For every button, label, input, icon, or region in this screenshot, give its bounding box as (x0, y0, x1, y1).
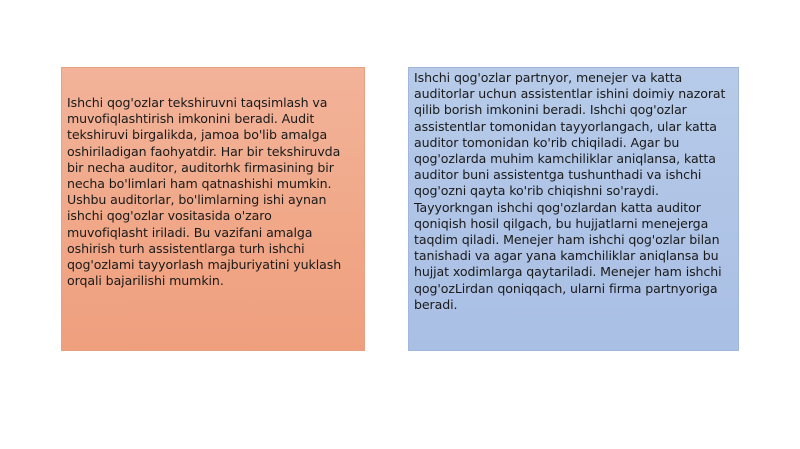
right-text: Ishchi qog'ozlar partnyor, menejer va katta auditorlar uchun assistentlar ishini doimiy nazorat qilib borish imkonini beradi. Ishchi qog'ozlar assistentlar tomonidan tayyorlangach, ular katta auditor tomonidan ko'rib chiqiladi. Agar bu qog'ozlarda muhim kamchiliklar aniqlansa, katta auditor buni assistentga tushunthadi va ishchi qog'ozni qayta ko'rib chiqishni so'raydi. Tayyorkngan ishchi qog'ozlardan katta auditor qoniqish hosil qilgach, bu hujjatlarni menejerga taqdim qiladi. Menejer ham ishchi qog'ozlar bilan tanishadi va agar yana kamchiliklar aniqlansa bu hujjat xodimlarga qaytariladi. Menejer ham ishchi qog'ozLirdan qoniqqach, ularni firma partnyoriga beradi. (414, 70, 726, 312)
left-text: Ishchi qog'ozlar tekshiruvni taqsimlash va muvofiqlashtirish imkonini beradi. Audit tekshiruvi birgalikda, jamoa bo'lib amalga oshiriladigan faohyatdir. Har bir tekshiruvda bir necha auditor, auditorhk firmasining bir necha bo'limlari ham qatnashishi mumkin. Ushbu auditorlar, bo'limlarning ishi aynan ishchi qog'ozlar vositasida o'zaro muvofiqlasht iriladi. Bu vazifani amalga oshirish turh assistentlarga turh ishchi qog'ozlami tayyorlash majburiyatini yuklash orqali bajarilishi mumkin. (67, 95, 342, 289)
left-text-box (61, 67, 365, 351)
right-text-box (408, 67, 739, 351)
